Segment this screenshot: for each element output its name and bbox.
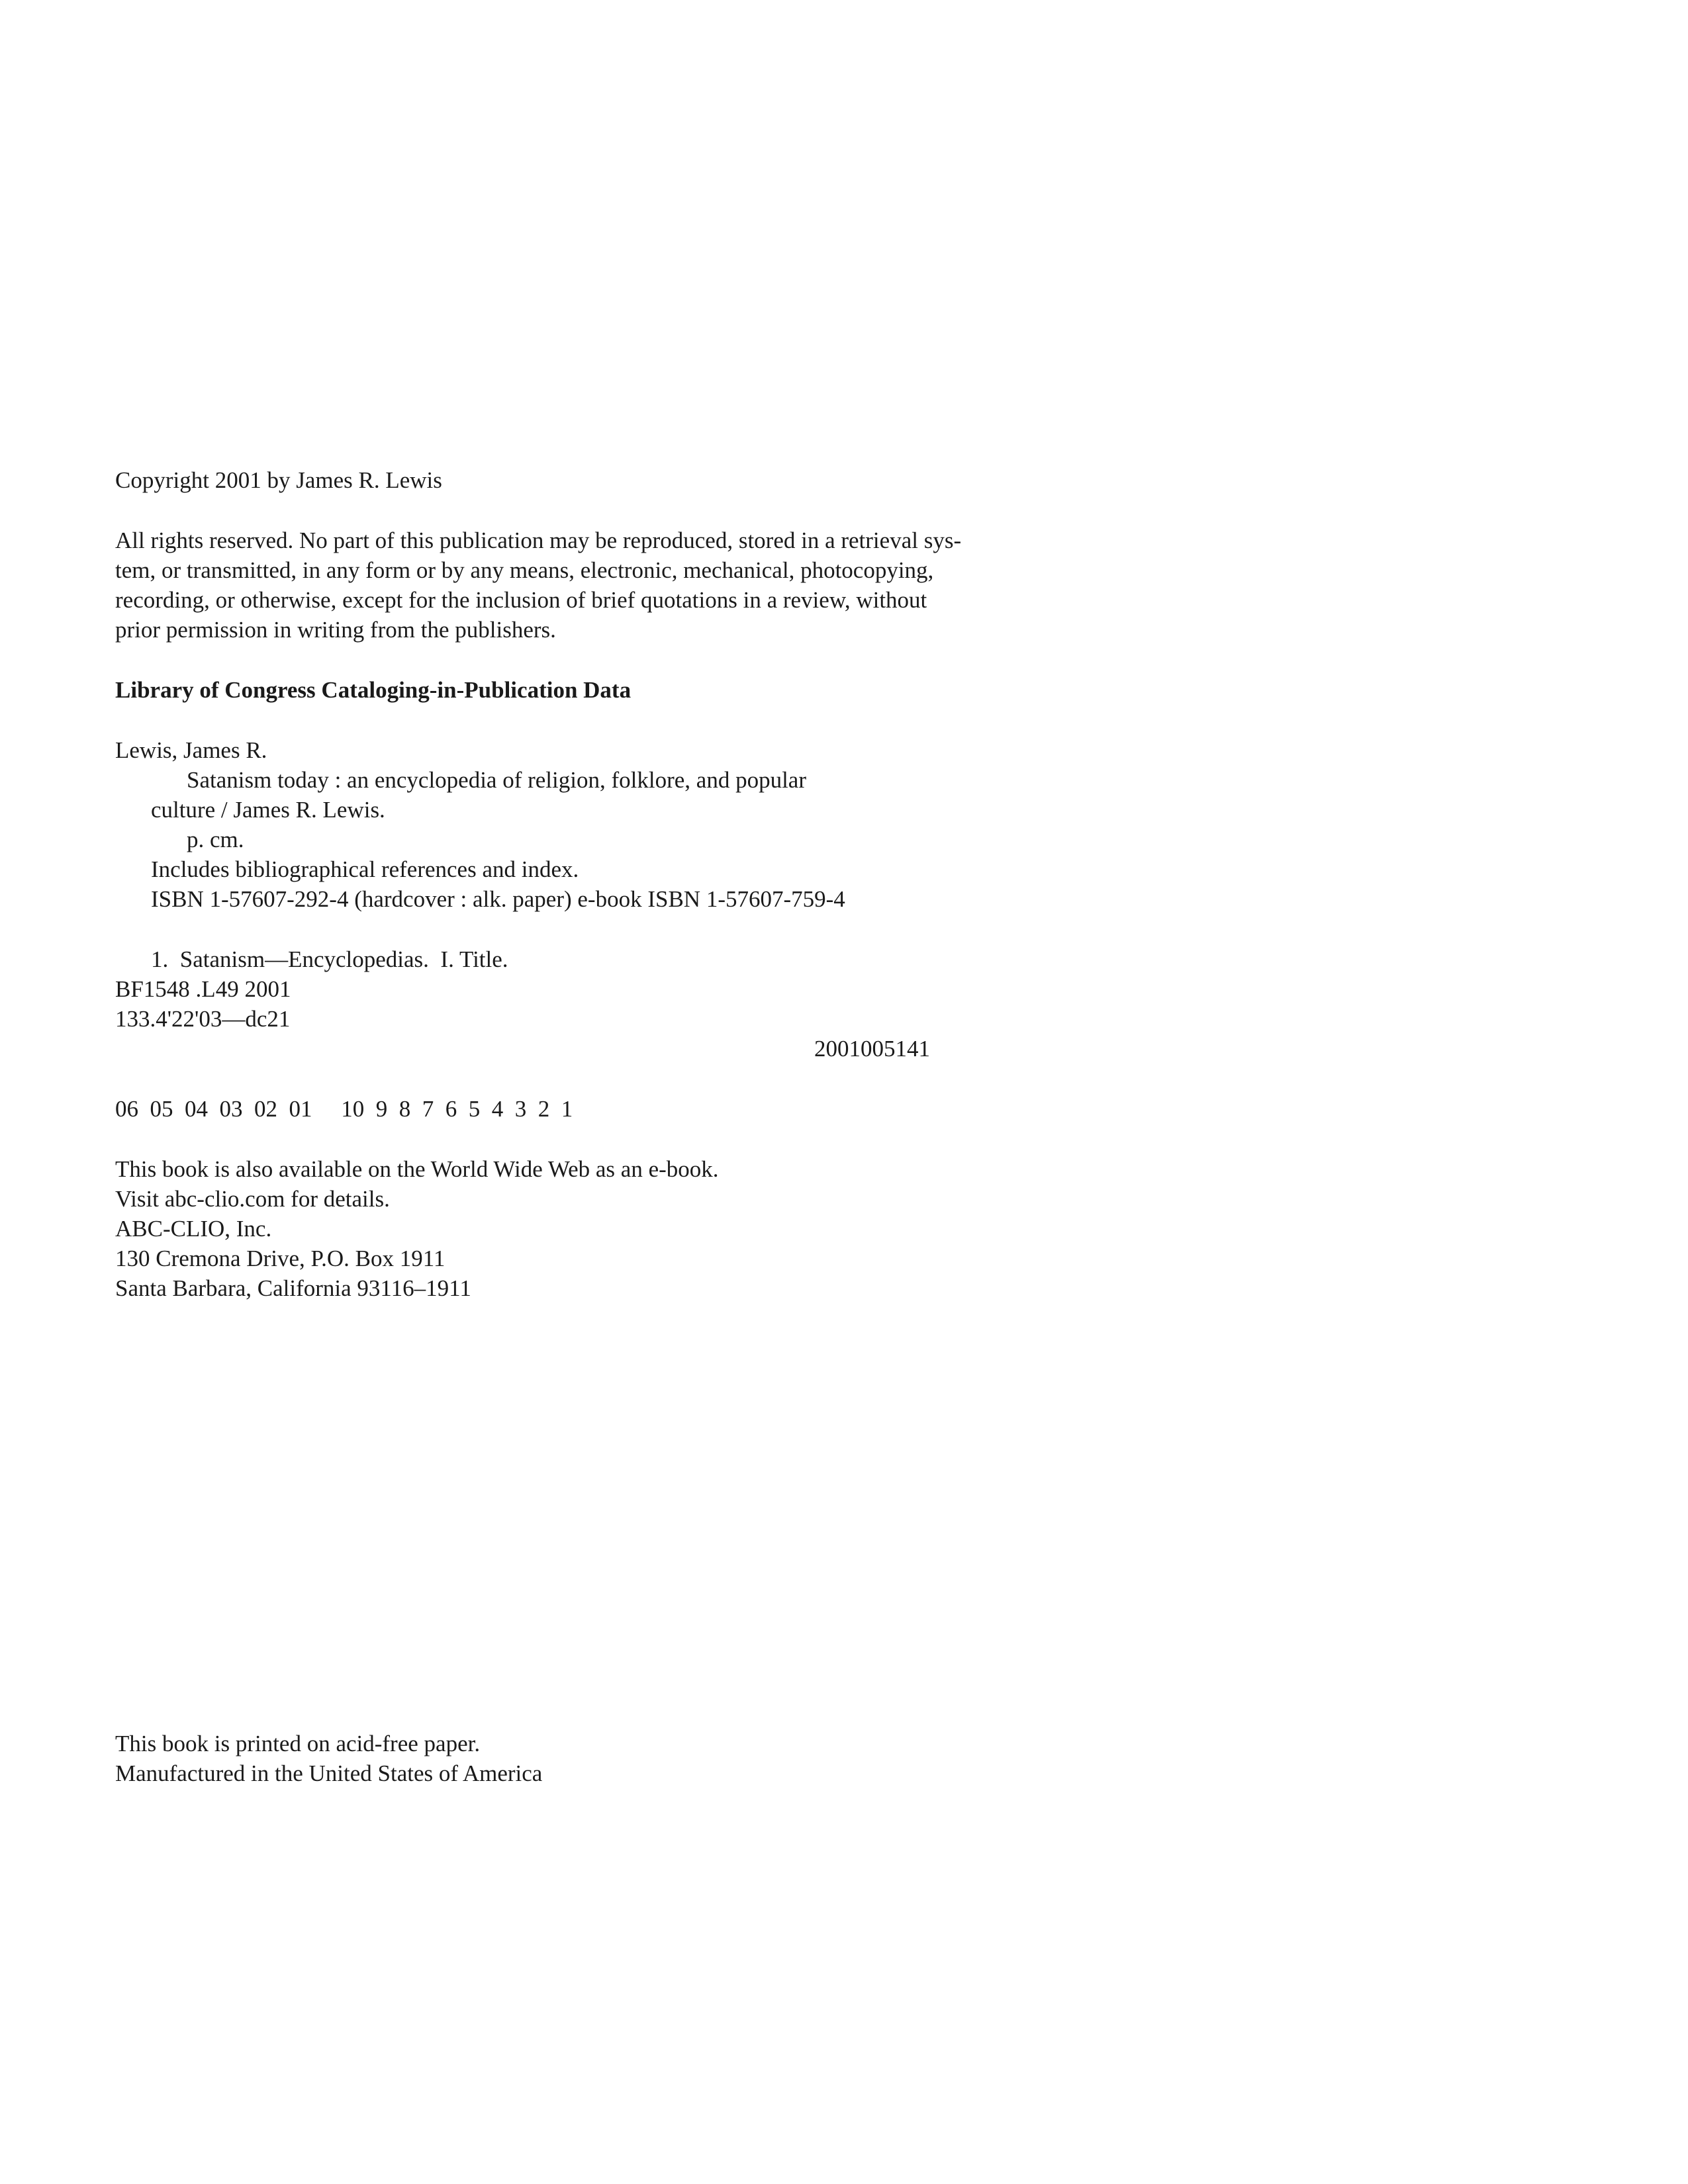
cip-author: Lewis, James R. <box>115 737 267 763</box>
footer-line-2: Manufactured in the United States of America <box>115 1760 543 1786</box>
footer-line-1: This book is printed on acid-free paper. <box>115 1731 481 1756</box>
cip-subjects: 1. Satanism—Encyclopedias. I. Title. <box>151 946 508 972</box>
rights-line-2: tem, or transmitted, in any form or by any means, electronic, mechanical, photocopying, <box>115 557 934 583</box>
availability-line-1: This book is also available on the World Wide Web as an e-book. <box>115 1156 719 1182</box>
publisher-address-1: 130 Cremona Drive, P.O. Box 1911 <box>115 1246 445 1271</box>
printing-line: 06 05 04 03 02 01 10 9 8 7 6 5 4 3 2 1 <box>115 1096 573 1122</box>
cip-lccn: 2001005141 <box>814 1036 930 1062</box>
rights-line-1: All rights reserved. No part of this publication may be reproduced, stored in a retrieval sys- <box>115 527 962 553</box>
rights-line-4: prior permission in writing from the publishers. <box>115 617 556 643</box>
cip-dewey: 133.4'22'03—dc21 <box>115 1006 291 1032</box>
cip-title-line-1: Satanism today : an encyclopedia of religion, folklore, and popular <box>187 767 806 793</box>
cip-lc-class: BF1548 .L49 2001 <box>115 976 291 1002</box>
cip-includes: Includes bibliographical references and index. <box>151 856 579 882</box>
availability-line-2: Visit abc-clio.com for details. <box>115 1186 390 1212</box>
cip-title-line-2: culture / James R. Lewis. <box>151 797 385 823</box>
cip-heading: Library of Congress Cataloging-in-Publication Data <box>115 677 632 703</box>
publisher-address-2: Santa Barbara, California 93116–1911 <box>115 1275 471 1301</box>
cip-isbn: ISBN 1-57607-292-4 (hardcover : alk. paper) e-book ISBN 1-57607-759-4 <box>151 886 845 912</box>
publisher-name: ABC-CLIO, Inc. <box>115 1216 272 1242</box>
copyright-line: Copyright 2001 by James R. Lewis <box>115 467 442 493</box>
cip-pages: p. cm. <box>187 827 244 852</box>
rights-line-3: recording, or otherwise, except for the inclusion of brief quotations in a review, without <box>115 587 927 613</box>
